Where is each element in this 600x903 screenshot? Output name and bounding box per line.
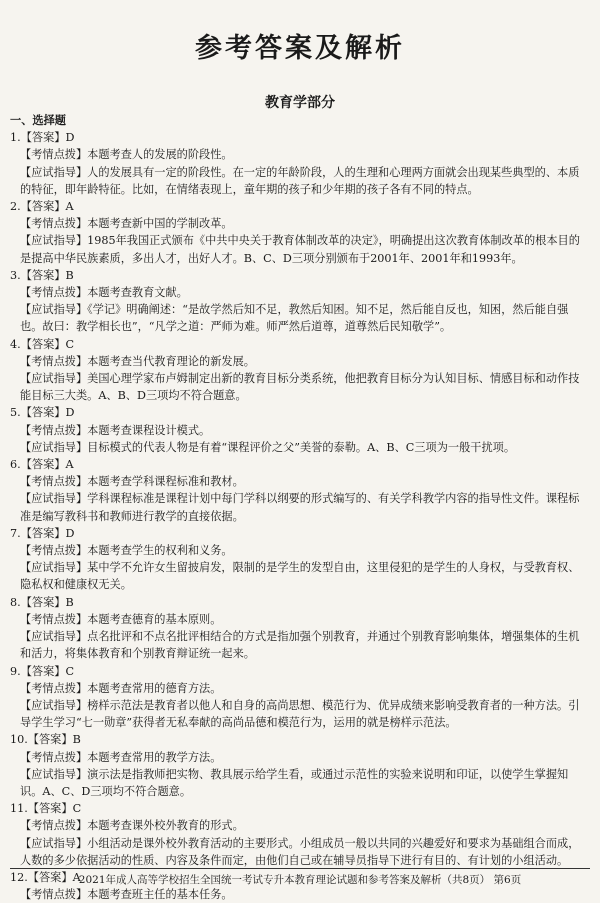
question-number: 12. bbox=[10, 870, 28, 884]
answer-label: 【答案】 bbox=[20, 406, 66, 420]
section-title: 教育学部分 bbox=[265, 95, 335, 111]
answer-label: 【答案】 bbox=[27, 733, 73, 747]
question-number: 9. bbox=[10, 664, 21, 678]
question-8-guide bbox=[10, 628, 588, 662]
guide-text: 目标模式的代表人物是有着“课程评价之父”美誉的泰勒。A、B、C三项为一般干扰项。 bbox=[87, 440, 516, 454]
point-label: 【考情点拨】 bbox=[20, 148, 88, 162]
point-text: 本题考查班主任的基本任务。 bbox=[87, 888, 233, 902]
question-number: 4. bbox=[10, 337, 21, 351]
question-1-guide bbox=[10, 164, 588, 198]
answer-value: D bbox=[65, 406, 75, 420]
question-4-point bbox=[10, 353, 588, 370]
point-text: 本题考查常用的德育方法。 bbox=[87, 681, 222, 695]
guide-text: 演示法是指教师把实物、教具展示给学生看，或通过示范性的实验来说明和印证，以使学生掌握知识。A、C、D三项均不符合题意。 bbox=[20, 767, 569, 798]
question-1-point bbox=[10, 146, 588, 163]
question-number: 2. bbox=[10, 200, 21, 214]
question-10-guide bbox=[10, 766, 588, 800]
question-9-answer bbox=[10, 663, 588, 680]
answer-value: C bbox=[72, 802, 82, 816]
answer-label: 【答案】 bbox=[20, 337, 66, 351]
page-title: 参考答案及解析 bbox=[195, 33, 405, 64]
answer-value: A bbox=[65, 458, 74, 472]
question-number: 3. bbox=[10, 268, 21, 282]
answer-label: 【答案】 bbox=[27, 802, 73, 816]
point-text: 本题考查学生的权利和义务。 bbox=[87, 544, 233, 558]
guide-label: 【应试指导】 bbox=[20, 165, 88, 179]
answer-value: A bbox=[65, 200, 74, 214]
point-text: 本题考查人的发展的阶段性。 bbox=[87, 148, 233, 162]
question-number: 5. bbox=[10, 406, 21, 420]
point-text: 本题考查当代教育理论的新发展。 bbox=[87, 354, 255, 368]
answer-value: B bbox=[65, 268, 74, 282]
question-2-guide bbox=[10, 232, 588, 266]
question-3-answer bbox=[10, 267, 588, 284]
question-12-point bbox=[10, 886, 588, 903]
point-label: 【考情点拨】 bbox=[20, 888, 88, 902]
guide-text: 1985年我国正式颁布《中共中央关于教育体制改革的决定》，明确提出这次教育体制改革的根本目的是提高中华民族素质，多出人才，出好人才。B、C、D三项分别颁布于2001年、2001年和1993年。 bbox=[20, 234, 580, 265]
answer-value: D bbox=[65, 131, 75, 145]
question-11-answer bbox=[10, 800, 588, 817]
answer-value: A bbox=[72, 870, 81, 884]
answer-label: 【答案】 bbox=[20, 268, 66, 282]
question-2-point bbox=[10, 215, 588, 232]
question-number: 1. bbox=[10, 131, 21, 145]
answer-label: 【答案】 bbox=[27, 870, 73, 884]
question-8-answer bbox=[10, 594, 588, 611]
guide-label: 【应试指导】 bbox=[20, 303, 88, 317]
guide-text: 人的发展具有一定的阶段性。在一定的年龄阶段，人的生理和心理两方面就会出现某些典型的、本质的特征，即年龄特征。比如，在情绪表现上，童年期的孩子和少年期的孩子各有不同的特点。 bbox=[20, 165, 580, 196]
question-5-answer bbox=[10, 404, 588, 421]
question-number: 11. bbox=[10, 802, 28, 816]
guide-label: 【应试指导】 bbox=[20, 440, 88, 454]
question-11-point bbox=[10, 817, 588, 834]
point-text: 本题考查新中国的学制改革。 bbox=[87, 217, 233, 231]
point-text: 本题考查课外校外教育的形式。 bbox=[87, 819, 244, 833]
guide-label: 【应试指导】 bbox=[20, 492, 88, 506]
guide-text: 小组活动是课外校外教育活动的主要形式。小组成员一般以共同的兴趣爱好和要求为基础组合而成，人数的多少依据活动的性质、内容及条件而定，由他们自己或在辅导员指导下进行有目的、有计划的小组活动。 bbox=[20, 836, 580, 867]
answer-label: 【答案】 bbox=[20, 200, 66, 214]
answer-label: 【答案】 bbox=[20, 526, 66, 540]
question-5-point bbox=[10, 422, 588, 439]
answer-content bbox=[10, 112, 588, 903]
guide-text: 某中学不允许女生留披肩发，限制的是学生的发型自由，这里侵犯的是学生的人身权，与受教育权、隐私权和健康权无关。 bbox=[20, 561, 580, 592]
question-1-answer bbox=[10, 129, 588, 146]
guide-label: 【应试指导】 bbox=[20, 698, 88, 712]
point-label: 【考情点拨】 bbox=[20, 750, 88, 764]
guide-text: 榜样示范法是教育者以他人和自身的高尚思想、模范行为、优异成绩来影响受教育者的一种方法。引导学生学习“七一勋章”获得者无私奉献的高尚品德和模范行为，运用的就是榜样示范法。 bbox=[20, 698, 580, 730]
question-7-guide bbox=[10, 559, 588, 593]
question-number: 10. bbox=[10, 733, 28, 747]
point-label: 【考情点拨】 bbox=[20, 423, 88, 437]
question-7-answer bbox=[10, 525, 588, 542]
point-text: 本题考查教育文献。 bbox=[87, 286, 188, 300]
question-3-guide bbox=[10, 301, 588, 335]
question-number: 6. bbox=[10, 458, 21, 472]
question-8-point bbox=[10, 611, 588, 628]
question-6-answer bbox=[10, 456, 588, 473]
part-heading: 一、选择题 bbox=[10, 113, 66, 127]
point-label: 【考情点拨】 bbox=[20, 354, 88, 368]
question-9-guide bbox=[10, 697, 588, 731]
question-6-guide bbox=[10, 490, 588, 524]
guide-label: 【应试指导】 bbox=[20, 836, 88, 850]
point-label: 【考情点拨】 bbox=[20, 612, 88, 626]
question-7-point bbox=[10, 542, 588, 559]
guide-label: 【应试指导】 bbox=[20, 234, 88, 248]
question-10-point bbox=[10, 749, 588, 766]
question-4-guide bbox=[10, 370, 588, 404]
guide-text: 点名批评和不点名批评相结合的方式是指加强个别教育，并通过个别教育影响集体，增强集体的生机和活力，将集体教育和个别教育辩证统一起来。 bbox=[20, 630, 580, 661]
question-4-answer bbox=[10, 336, 588, 353]
answer-value: C bbox=[65, 664, 75, 678]
page-footer: 2021年成人高等学校招生全国统一考试专升本教育理论试题和参考答案及解析（共8页） 第6页 bbox=[78, 874, 522, 886]
answer-label: 【答案】 bbox=[20, 664, 66, 678]
question-number: 7. bbox=[10, 526, 21, 540]
point-text: 本题考查常用的教学方法。 bbox=[87, 750, 222, 764]
answer-label: 【答案】 bbox=[20, 458, 66, 472]
question-10-answer bbox=[10, 731, 588, 748]
answer-value: B bbox=[72, 733, 81, 747]
question-3-point bbox=[10, 284, 588, 301]
point-label: 【考情点拨】 bbox=[20, 286, 88, 300]
answer-value: B bbox=[65, 595, 74, 609]
point-label: 【考情点拨】 bbox=[20, 217, 88, 231]
point-label: 【考情点拨】 bbox=[20, 681, 88, 695]
answer-label: 【答案】 bbox=[20, 131, 66, 145]
answer-label: 【答案】 bbox=[20, 595, 66, 609]
point-text: 本题考查课程设计模式。 bbox=[87, 423, 211, 437]
answer-value: C bbox=[65, 337, 75, 351]
guide-label: 【应试指导】 bbox=[20, 561, 88, 575]
point-text: 本题考查学科课程标准和教材。 bbox=[87, 475, 244, 489]
question-number: 8. bbox=[10, 595, 21, 609]
guide-text: 学科课程标准是课程计划中每门学科以纲要的形式编写的、有关学科教学内容的指导性文件。课程标准是编写教科书和教师进行教学的直接依据。 bbox=[20, 492, 580, 523]
answer-value: D bbox=[65, 526, 75, 540]
point-text: 本题考查德育的基本原则。 bbox=[87, 612, 222, 626]
guide-label: 【应试指导】 bbox=[20, 630, 88, 644]
question-5-guide bbox=[10, 439, 588, 456]
guide-label: 【应试指导】 bbox=[20, 767, 88, 781]
guide-label: 【应试指导】 bbox=[20, 372, 88, 386]
question-11-guide bbox=[10, 835, 588, 869]
point-label: 【考情点拨】 bbox=[20, 819, 88, 833]
point-label: 【考情点拨】 bbox=[20, 475, 88, 489]
question-6-point bbox=[10, 473, 588, 490]
question-9-point bbox=[10, 680, 588, 697]
guide-text: 美国心理学家布卢姆制定出新的教育目标分类系统，他把教育目标分为认知目标、情感目标和动作技能目标三大类。A、B、D三项均不符合题意。 bbox=[20, 372, 580, 403]
question-2-answer bbox=[10, 198, 588, 215]
guide-text: 《学记》明确阐述：“是故学然后知不足，教然后知困。知不足，然后能自反也，知困，然后能自强也。故曰：教学相长也”，“凡学之道：严师为难。师严然后道尊，道尊然后民知敬学”。 bbox=[20, 303, 569, 334]
point-label: 【考情点拨】 bbox=[20, 544, 88, 558]
footer-divider bbox=[10, 868, 590, 869]
